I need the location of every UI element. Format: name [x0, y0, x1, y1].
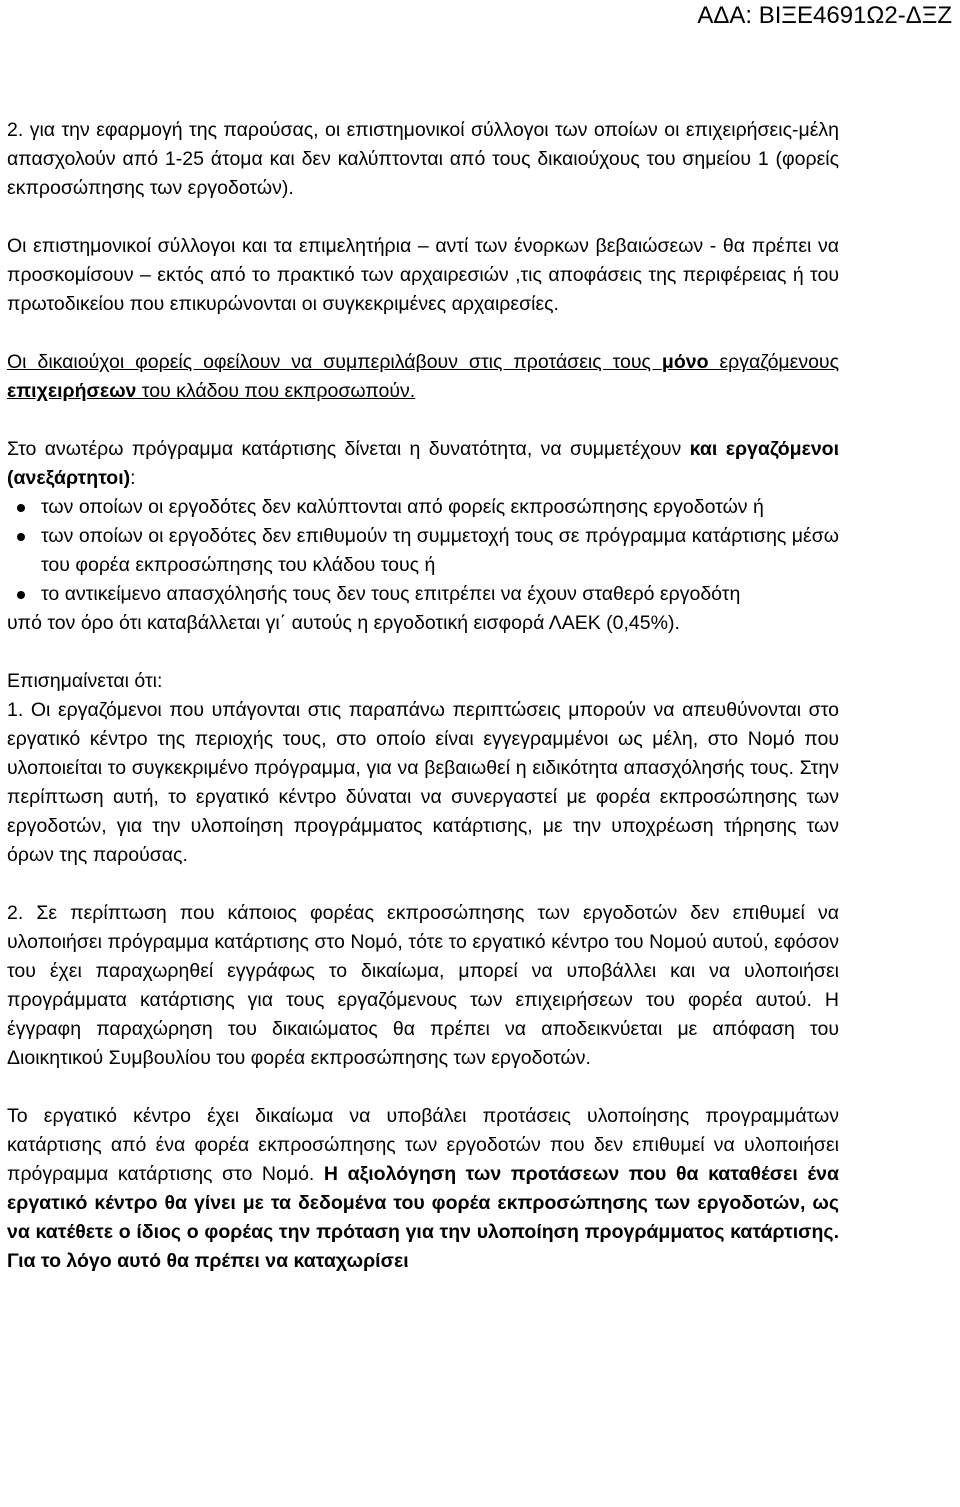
- bullet-icon: [17, 533, 25, 541]
- paragraph-condition: υπό τον όρο ότι καταβάλλεται γι΄ αυτούς η εργοδοτική εισφορά ΛΑΕΚ (0,45%).: [7, 612, 680, 634]
- list-item-text: των οποίων οι εργοδότες δεν επιθυμούν τη συμμετοχή τους σε πρόγραμμα κατάρτισης μέσω του φορέα εκπροσώπησης του κλάδου τους ή: [41, 525, 839, 576]
- text-segment: :: [130, 467, 136, 489]
- paragraph-point-2: 2. για την εφαρμογή της παρούσας, οι επιστημονικοί σύλλογοι των οποίων οι επιχειρήσεις-μέλη απασχολούν από 1-25 άτομα και δεν καλύπτονται από τους δικαιούχους του σημείου 1 (φορείς εκπροσώπησης των εργοδοτών).: [7, 119, 839, 199]
- bullet-icon: [17, 504, 25, 512]
- list-item-text: το αντικείμενο απασχόλησής τους δεν τους επιτρέπει να έχουν σταθερό εργοδότη: [41, 583, 741, 605]
- text-segment: Το εργατικό κέντρο έχει δικαίωμα να υποβάλει προτάσεις υλοποίησης προγραμμάτων κατάρτισης από ένα φορέα εκπροσώπησης των εργοδοτών που δεν επιθυμεί να υλοποιήσει πρόγραμμα κατάρτισης στο Νομό.: [7, 1105, 839, 1185]
- emphasis-only: μόνο: [661, 351, 709, 373]
- emphasis-independent: και εργαζόμενοι (ανεξάρτητοι): [7, 438, 839, 489]
- paragraph-intro: [7, 435, 839, 493]
- text-segment: Στο ανωτέρω πρόγραμμα κατάρτισης δίνεται η δυνατότητα, να συμμετέχουν: [7, 438, 690, 460]
- emphasis-evaluation: Η αξιολόγηση των προτάσεων που θα καταθέσει ένα εργατικό κέντρο θα γίνει με τα δεδομένα του φορέα εκπροσώπησης των εργοδοτών, ως να κατέθετε ο ίδιος ο φορέας την πρόταση για την υλοποίηση προγράμματος κατάρτισης. Για το λόγο αυτό θα πρέπει να καταχωρίσει: [7, 1163, 839, 1272]
- paragraph-labour-center: [7, 1102, 839, 1276]
- list-item-text: των οποίων οι εργοδότες δεν καλύπτονται από φορείς εκπροσώπησης εργοδοτών ή: [41, 496, 764, 518]
- document-body: [7, 116, 839, 1276]
- text-segment: εργαζόμενους: [708, 351, 839, 373]
- list-item: [7, 493, 839, 522]
- note-1: 1. Οι εργαζόμενοι που υπάγονται στις παραπάνω περιπτώσεις μπορούν να απευθύνονται στο εργατικό κέντρο της περιοχής τους, στο οποίο είναι εγγεγραμμένοι ως μέλη, στο Νομό που υλοποιείται το συγκεκριμένο πρόγραμμα, για να βεβαιωθεί η ειδικότητα απασχόλησής τους. Στην περίπτωση αυτή, το εργατικό κέντρο δύναται να συνεργαστεί με φορέα εκπροσώπησης των εργοδοτών, για την υλοποίηση προγράμματος κατάρτισης, με την υποχρέωση τήρησης των όρων της παρούσας.: [7, 699, 839, 866]
- section-independent-workers: [7, 435, 839, 638]
- notes-heading: Επισημαίνεται ότι:: [7, 670, 163, 692]
- list-item: [7, 522, 839, 580]
- list-item: [7, 580, 839, 609]
- text-segment: Οι δικαιούχοι φορείς οφείλουν να συμπεριλάβουν στις προτάσεις τους: [7, 351, 662, 373]
- text-segment: του κλάδου που εκπροσωπούν.: [136, 380, 416, 402]
- emphasis-businesses: επιχειρήσεων: [7, 380, 137, 402]
- ada-header: ΑΔΑ: ΒΙΞΕ4691Ω2-ΔΞΖ: [697, 2, 952, 29]
- bullet-icon: [17, 591, 25, 599]
- bullet-list: [7, 493, 839, 609]
- note-2: 2. Σε περίπτωση που κάποιος φορέας εκπροσώπησης των εργοδοτών δεν επιθυμεί να υλοποιήσει πρόγραμμα κατάρτισης στο Νομό, τότε το εργατικό κέντρο του Νομού αυτού, εφόσον του έχει παραχωρηθεί εγγράφως το δικαίωμα, μπορεί να υποβάλλει και να υλοποιήσει προγράμματα κατάρτισης για τους εργαζόμενους των επιχειρήσεων του φορέα αυτού. Η έγγραφη παραχώρηση του δικαιώματος θα πρέπει να αποδεικνύεται με απόφαση του Διοικητικού Συμβουλίου του φορέα εκπροσώπησης των εργοδοτών.: [7, 902, 839, 1069]
- paragraph-beneficiaries: [7, 348, 839, 406]
- paragraph-societies: Οι επιστημονικοί σύλλογοι και τα επιμελητήρια – αντί των ένορκων βεβαιώσεων - θα πρέπει να προσκομίσουν – εκτός από το πρακτικό των αρχαιρεσιών ,τις αποφάσεις της περιφέρειας ή του πρωτοδικείου που επικυρώνονται οι συγκεκριμένες αρχαιρεσίες.: [7, 235, 839, 315]
